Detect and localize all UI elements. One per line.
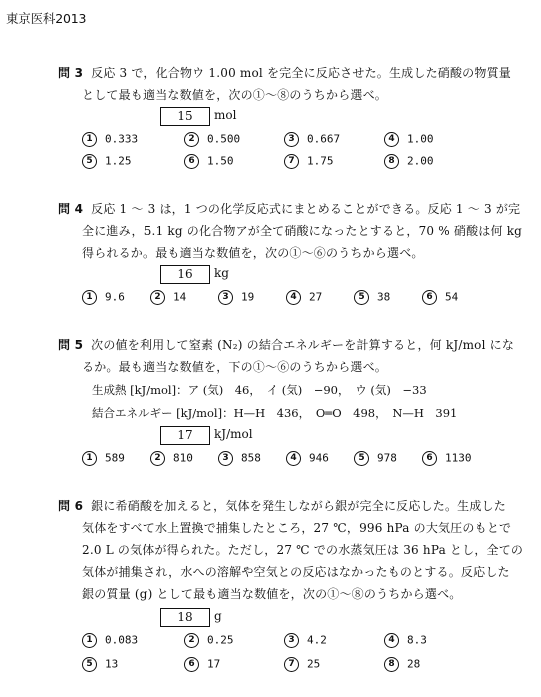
q6-answer-box[interactable]: 18 — [160, 608, 210, 627]
q3-text-1: 反応 3 で，化合物ウ 1.00 mol を完全に反応させた。生成した硝酸の物質量 — [91, 66, 511, 80]
choice-value: 0.333 — [105, 132, 139, 146]
q6-line-2: 気体をすべて水上置換で捕集したところ，27 ℃，996 hPa の大気圧のもとで — [82, 521, 512, 535]
choice-value: 858 — [241, 451, 261, 465]
q3-choice-1[interactable] — [82, 131, 138, 147]
choice-value: 28 — [407, 657, 421, 671]
q5-choice-6[interactable] — [422, 450, 472, 466]
choice-value: 17 — [207, 657, 221, 671]
q5-choice-2[interactable] — [150, 450, 193, 466]
q5-choice-4[interactable] — [286, 450, 329, 466]
q3-choice-3[interactable] — [284, 131, 340, 147]
q6-line-5: 銀の質量 (g) として最も適当な数値を，次の①～⑧のうちから選べ。 — [82, 587, 462, 601]
choice-mark: 4 — [286, 451, 301, 466]
choice-mark: 3 — [218, 451, 233, 466]
choice-value: 19 — [241, 290, 255, 304]
choice-mark: 5 — [354, 451, 369, 466]
choice-mark: 1 — [82, 633, 97, 648]
q3-answer-box[interactable]: 15 — [160, 107, 210, 126]
choice-value: 0.500 — [207, 132, 241, 146]
choice-value: 589 — [105, 451, 125, 465]
choice-mark: 7 — [284, 154, 299, 169]
choice-value: 38 — [377, 290, 391, 304]
choice-mark: 2 — [184, 633, 199, 648]
choice-value: 0.083 — [105, 633, 139, 647]
choice-value: 978 — [377, 451, 397, 465]
choice-mark: 6 — [422, 451, 437, 466]
q5-number: 問 5 — [58, 338, 84, 352]
choice-mark: 1 — [82, 451, 97, 466]
q5-line-1 — [58, 336, 514, 353]
q3-number: 問 3 — [58, 66, 84, 80]
q6-unit: g — [214, 609, 222, 623]
q6-choice-5[interactable] — [82, 656, 118, 672]
choice-value: 946 — [309, 451, 329, 465]
q3-choice-6[interactable] — [184, 153, 234, 169]
q5-answer-box[interactable]: 17 — [160, 426, 210, 445]
q4-number: 問 4 — [58, 202, 84, 216]
choice-mark: 5 — [82, 154, 97, 169]
q6-number: 問 6 — [58, 499, 84, 513]
q4-choice-2[interactable] — [150, 289, 186, 305]
q6-line-4: 気体が捕集され，水への溶解や空気との反応はなかったものとする。反応した — [82, 565, 510, 579]
choice-value: 54 — [445, 290, 459, 304]
choice-value: 13 — [105, 657, 119, 671]
q5-choice-5[interactable] — [354, 450, 397, 466]
q4-choice-4[interactable] — [286, 289, 322, 305]
choice-mark: 4 — [286, 290, 301, 305]
choice-mark: 3 — [218, 290, 233, 305]
q3-choice-2[interactable] — [184, 131, 240, 147]
choice-mark: 6 — [422, 290, 437, 305]
choice-value: 1130 — [445, 451, 472, 465]
choice-mark: 4 — [384, 633, 399, 648]
q3-choice-7[interactable] — [284, 153, 334, 169]
q5-unit: kJ/mol — [214, 427, 253, 441]
q5-line-2: るか。最も適当な数値を，下の①～⑥のうちから選べ。 — [82, 360, 388, 374]
q4-line-3: 得られるか。最も適当な数値を，次の①～⑥のうちから選べ。 — [82, 246, 424, 260]
q4-line-2: 全に進み，5.1 kg の化合物アが全て硝酸になったとすると，70 % 硝酸は何 kg — [82, 224, 523, 238]
choice-value: 1.25 — [105, 154, 132, 168]
choice-value: 1.00 — [407, 132, 434, 146]
q3-choice-8[interactable] — [384, 153, 434, 169]
q6-choice-6[interactable] — [184, 656, 220, 672]
q6-line-1 — [58, 497, 506, 514]
q4-choice-1[interactable] — [82, 289, 125, 305]
choice-value: 1.50 — [207, 154, 234, 168]
choice-mark: 2 — [184, 132, 199, 147]
q6-choice-1[interactable] — [82, 632, 138, 648]
choice-mark: 8 — [384, 154, 399, 169]
choice-value: 14 — [173, 290, 187, 304]
choice-value: 0.667 — [307, 132, 341, 146]
q4-choice-5[interactable] — [354, 289, 390, 305]
choice-mark: 1 — [82, 290, 97, 305]
q4-choice-3[interactable] — [218, 289, 254, 305]
choice-value: 27 — [309, 290, 323, 304]
choice-value: 4.2 — [307, 633, 327, 647]
q4-choice-6[interactable] — [422, 289, 458, 305]
choice-mark: 2 — [150, 451, 165, 466]
page-header: 東京医科2013 — [6, 11, 87, 26]
q6-choice-4[interactable] — [384, 632, 427, 648]
choice-value: 9.6 — [105, 290, 125, 304]
q3-choice-4[interactable] — [384, 131, 434, 147]
choice-value: 1.75 — [307, 154, 334, 168]
q6-choice-2[interactable] — [184, 632, 234, 648]
q6-choice-7[interactable] — [284, 656, 320, 672]
q5-formation-heat: 生成熱 [kJ/mol]：ア (気) 46， イ (気) −90， ウ (気) −33 — [92, 383, 427, 397]
choice-value: 810 — [173, 451, 193, 465]
choice-mark: 1 — [82, 132, 97, 147]
q3-unit: mol — [214, 108, 237, 122]
choice-value: 8.3 — [407, 633, 427, 647]
q6-line-3: 2.0 L の気体が得られた。ただし，27 ℃ での水蒸気圧は 36 hPa とし，全ての — [82, 543, 524, 557]
q6-choice-3[interactable] — [284, 632, 327, 648]
choice-mark: 6 — [184, 154, 199, 169]
choice-value: 2.00 — [407, 154, 434, 168]
q6-text-1: 銀に希硝酸を加えると，気体を発生しながら銀が完全に反応した。生成した — [91, 499, 506, 513]
q5-bond-energy: 結合エネルギー [kJ/mol]：H—H 436， O═O 498， N—H 391 — [92, 406, 458, 420]
q3-line-1 — [58, 64, 511, 81]
q3-line-2: として最も適当な数値を，次の①～⑧のうちから選べ。 — [82, 88, 388, 102]
choice-mark: 3 — [284, 633, 299, 648]
q4-text-1: 反応 1 ～ 3 は，1 つの化学反応式にまとめることができる。反応 1 ～ 3 が完 — [91, 202, 521, 216]
choice-mark: 6 — [184, 657, 199, 672]
choice-mark: 5 — [354, 290, 369, 305]
q4-answer-box[interactable]: 16 — [160, 265, 210, 284]
q5-choice-1[interactable] — [82, 450, 125, 466]
choice-mark: 4 — [384, 132, 399, 147]
q6-choice-8[interactable] — [384, 656, 420, 672]
choice-value: 25 — [307, 657, 321, 671]
q3-choice-5[interactable] — [82, 153, 132, 169]
choice-value: 0.25 — [207, 633, 234, 647]
choice-mark: 3 — [284, 132, 299, 147]
choice-mark: 8 — [384, 657, 399, 672]
choice-mark: 2 — [150, 290, 165, 305]
q5-text-1: 次の値を利用して窒素 (N₂) の結合エネルギーを計算すると，何 kJ/mol にな — [91, 338, 515, 352]
q5-choice-3[interactable] — [218, 450, 261, 466]
q4-line-1 — [58, 200, 520, 217]
q4-unit: kg — [214, 266, 229, 280]
choice-mark: 7 — [284, 657, 299, 672]
choice-mark: 5 — [82, 657, 97, 672]
